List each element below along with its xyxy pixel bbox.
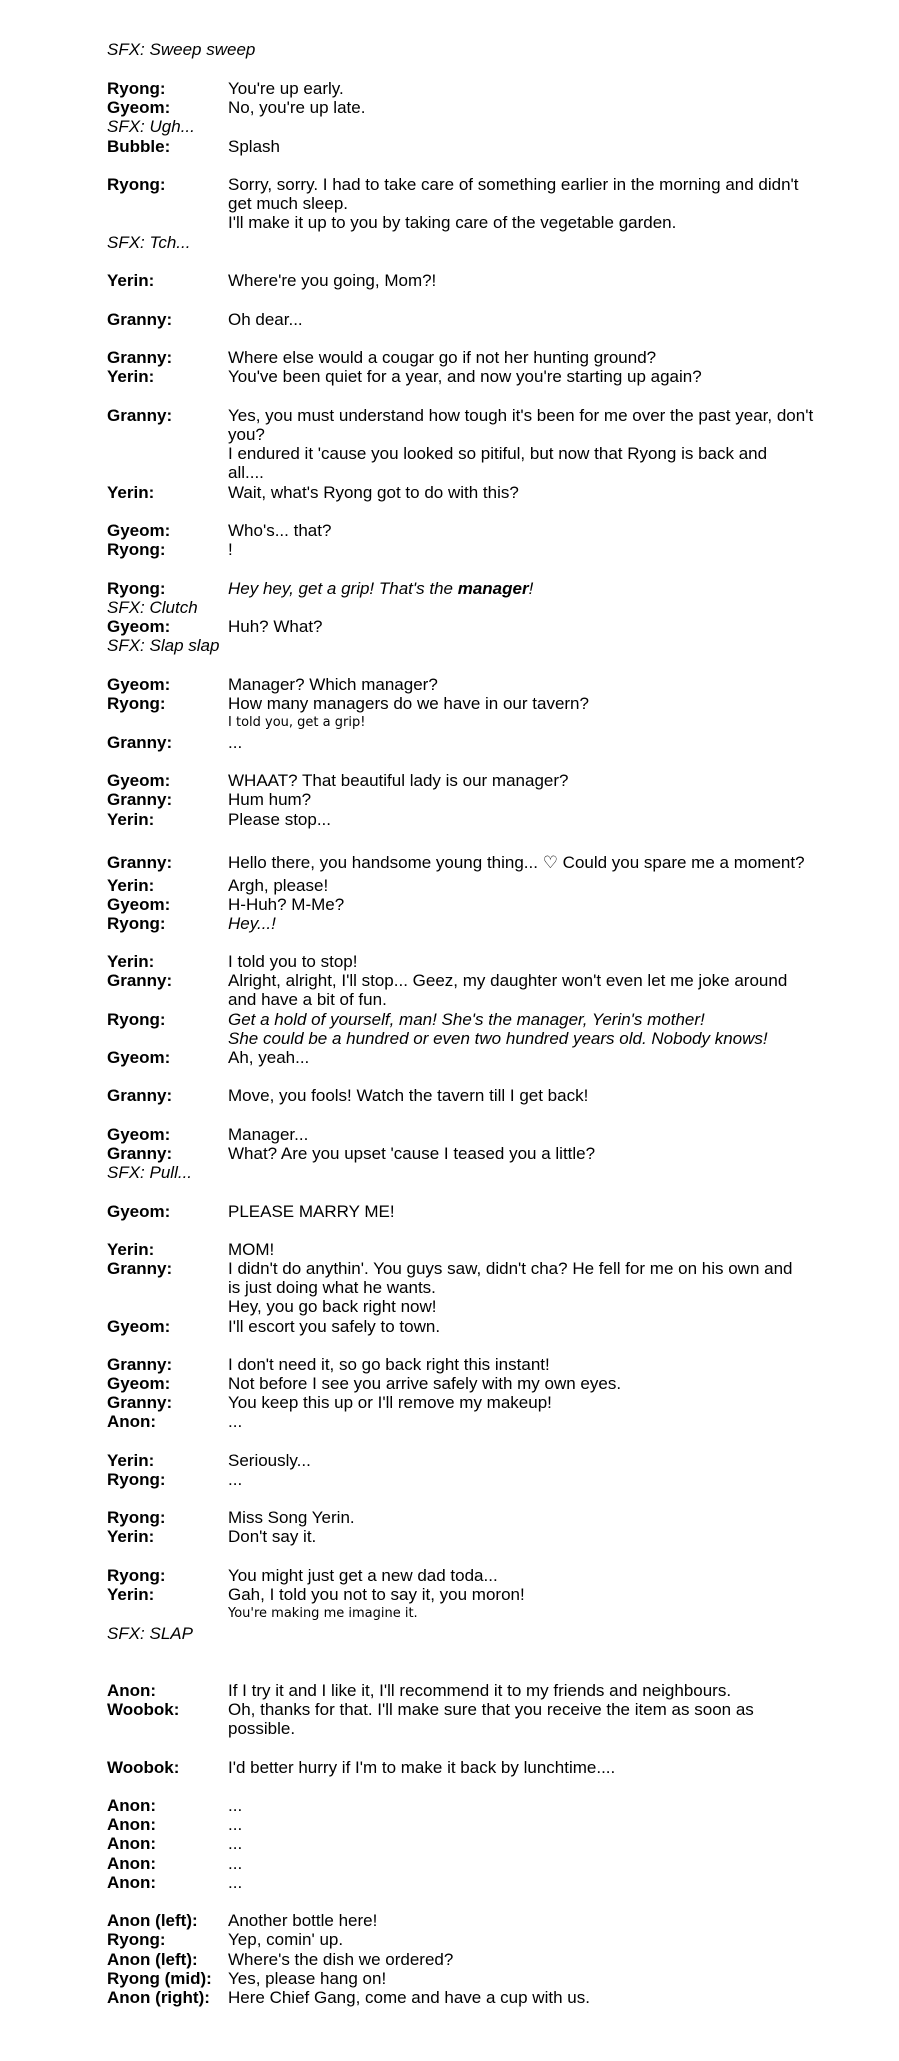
dialogue-text: I told you to stop! <box>228 952 358 971</box>
script-line <box>0 233 899 252</box>
dialogue-text: Miss Song Yerin. <box>228 1508 355 1527</box>
dialogue-text: I'll escort you safely to town. <box>228 1317 441 1336</box>
speaker-name: Granny: <box>107 1144 173 1163</box>
speaker-name: Yerin: <box>107 952 155 971</box>
speaker-name: Anon: <box>107 1412 157 1431</box>
speaker-name: Granny: <box>107 790 173 809</box>
speaker-name: Granny: <box>107 1086 173 1105</box>
dialogue-text: I don't need it, so go back right this instant! <box>228 1355 550 1374</box>
speaker-name: Anon (left): <box>107 1911 198 1930</box>
speaker-name: Ryong: <box>107 914 166 933</box>
script-line <box>0 1700 899 1719</box>
dialogue-text: I told you, get a grip! <box>228 715 366 730</box>
speaker-name: Gyeom: <box>107 1317 171 1336</box>
dialogue-text: you? <box>228 425 265 444</box>
script-line <box>0 1259 899 1278</box>
script-line <box>0 117 899 136</box>
dialogue-text: ... <box>228 1470 243 1489</box>
script-line <box>0 895 899 914</box>
sfx-label: SFX: Pull... <box>107 1163 193 1182</box>
script-line <box>0 98 899 117</box>
speaker-name: Ryong: <box>107 1010 166 1029</box>
script-line <box>0 540 899 559</box>
script-line <box>0 1297 899 1316</box>
speaker-name: Yerin: <box>107 483 155 502</box>
speaker-name: Gyeom: <box>107 98 171 117</box>
speaker-name: Granny: <box>107 733 173 752</box>
dialogue-text-part: ! <box>528 579 534 598</box>
script-line <box>0 1240 899 1259</box>
speaker-name: Gyeom: <box>107 771 171 790</box>
script-line <box>0 1317 899 1336</box>
script-line <box>0 521 899 540</box>
dialogue-text: possible. <box>228 1719 296 1738</box>
speaker-name: Yerin: <box>107 1527 155 1546</box>
dialogue-text: Who's... that? <box>228 521 332 540</box>
dialogue-text: Hey, you go back right now! <box>228 1297 437 1316</box>
dialogue-text: Please stop... <box>228 810 332 829</box>
dialogue-text: If I try it and I like it, I'll recommend it to my friends and neighbours. <box>228 1681 732 1700</box>
script-line <box>0 175 899 194</box>
dialogue-text: Manager? Which manager? <box>228 675 438 694</box>
dialogue-text: Gah, I told you not to say it, you moron! <box>228 1585 525 1604</box>
speaker-name: Woobok: <box>107 1758 180 1777</box>
script-line <box>0 213 899 232</box>
dialogue-text: Huh? What? <box>228 617 323 636</box>
script-line <box>0 271 899 290</box>
speaker-name: Anon (left): <box>107 1950 198 1969</box>
speaker-name: Bubble: <box>107 137 171 156</box>
script-line <box>0 348 899 367</box>
dialogue-text: MOM! <box>228 1240 275 1259</box>
script-line <box>0 1048 899 1067</box>
dialogue-text: I endured it 'cause you looked so pitiful, but now that Ryong is back and <box>228 444 768 463</box>
speaker-name: Granny: <box>107 853 173 872</box>
script-line <box>0 990 899 1009</box>
dialogue-text: Seriously... <box>228 1451 311 1470</box>
script-line <box>0 79 899 98</box>
dialogue-text: Hum hum? <box>228 790 312 809</box>
script-line <box>0 1163 899 1182</box>
dialogue-text: Yep, comin' up. <box>228 1930 344 1949</box>
speaker-name: Gyeom: <box>107 1048 171 1067</box>
dialogue-text: Splash <box>228 137 280 156</box>
script-line <box>0 876 899 895</box>
dialogue-text: Yes, you must understand how tough it's been for me over the past year, don't <box>228 406 814 425</box>
speaker-name: Ryong (mid): <box>107 1969 212 1988</box>
speaker-name: Anon: <box>107 1834 157 1853</box>
dialogue-text: Oh, thanks for that. I'll make sure that you receive the item as soon as <box>228 1700 754 1719</box>
speaker-name: Anon: <box>107 1815 157 1834</box>
dialogue-text <box>228 579 533 598</box>
sfx-label: SFX: SLAP <box>107 1624 193 1643</box>
speaker-name: Gyeom: <box>107 675 171 694</box>
script-line <box>0 1854 899 1873</box>
script-line <box>0 810 899 829</box>
script-line <box>0 1911 899 1930</box>
speaker-name: Ryong: <box>107 175 166 194</box>
script-line <box>0 425 899 444</box>
dialogue-text: Yes, please hang on! <box>228 1969 387 1988</box>
dialogue-text: Get a hold of yourself, man! She's the manager, Yerin's mother! <box>228 1010 705 1029</box>
dialogue-text: Where's the dish we ordered? <box>228 1950 454 1969</box>
dialogue-text: WHAAT? That beautiful lady is our manager? <box>228 771 569 790</box>
speaker-name: Yerin: <box>107 367 155 386</box>
dialogue-text: You're making me imagine it. <box>228 1606 418 1621</box>
script-line <box>0 1125 899 1144</box>
script-line <box>0 853 899 872</box>
script-line <box>0 1029 899 1048</box>
script-line <box>0 733 899 752</box>
speaker-name: Granny: <box>107 310 173 329</box>
script-line <box>0 598 899 617</box>
script-line <box>0 636 899 655</box>
dialogue-text: ... <box>228 1873 243 1892</box>
speaker-name: Gyeom: <box>107 1125 171 1144</box>
script-line <box>0 771 899 790</box>
script-line <box>0 1202 899 1221</box>
dialogue-text: Here Chief Gang, come and have a cup with us. <box>228 1988 590 2007</box>
script-line <box>0 194 899 213</box>
speaker-name: Anon: <box>107 1681 157 1700</box>
speaker-name: Anon: <box>107 1796 157 1815</box>
speaker-name: Ryong: <box>107 1508 166 1527</box>
script-line <box>0 579 899 598</box>
speaker-name: Gyeom: <box>107 1374 171 1393</box>
dialogue-text: I'd better hurry if I'm to make it back by lunchtime.... <box>228 1758 616 1777</box>
dialogue-text: Move, you fools! Watch the tavern till I get back! <box>228 1086 589 1105</box>
script-line <box>0 952 899 971</box>
script-line <box>0 1815 899 1834</box>
dialogue-text: H-Huh? M-Me? <box>228 895 345 914</box>
speaker-name: Ryong: <box>107 579 166 598</box>
dialogue-text: She could be a hundred or even two hundred years old. Nobody knows! <box>228 1029 768 1048</box>
dialogue-text: Don't say it. <box>228 1527 317 1546</box>
dialogue-text: Another bottle here! <box>228 1911 378 1930</box>
speaker-name: Gyeom: <box>107 1202 171 1221</box>
script-line <box>0 40 899 59</box>
script-line <box>0 1758 899 1777</box>
script-line <box>0 310 899 329</box>
speaker-name: Granny: <box>107 1355 173 1374</box>
speaker-name: Gyeom: <box>107 617 171 636</box>
speaker-name: Granny: <box>107 406 173 425</box>
script-line <box>0 1278 899 1297</box>
dialogue-text: Where're you going, Mom?! <box>228 271 437 290</box>
speaker-name: Granny: <box>107 1259 173 1278</box>
speaker-name: Granny: <box>107 1393 173 1412</box>
script-line <box>0 713 899 732</box>
script-line <box>0 1834 899 1853</box>
script-line <box>0 1873 899 1892</box>
speaker-name: Yerin: <box>107 1585 155 1604</box>
dialogue-text: Not before I see you arrive safely with my own eyes. <box>228 1374 622 1393</box>
script-line <box>0 1527 899 1546</box>
speaker-name: Woobok: <box>107 1700 180 1719</box>
script-line <box>0 406 899 425</box>
dialogue-text: You might just get a new dad toda... <box>228 1566 498 1585</box>
dialogue-text: Ah, yeah... <box>228 1048 310 1067</box>
dialogue-text: ... <box>228 1815 243 1834</box>
speaker-name: Gyeom: <box>107 895 171 914</box>
dialogue-text: Oh dear... <box>228 310 303 329</box>
script-line <box>0 1585 899 1604</box>
script-line <box>0 617 899 636</box>
dialogue-text: What? Are you upset 'cause I teased you a little? <box>228 1144 596 1163</box>
dialogue-text: ... <box>228 1834 243 1853</box>
sfx-label: SFX: Sweep sweep <box>107 40 256 59</box>
script-line <box>0 1796 899 1815</box>
script-line <box>0 790 899 809</box>
script-line <box>0 694 899 713</box>
script-line <box>0 1969 899 1988</box>
dialogue-text: ! <box>228 540 233 559</box>
dialogue-text: ... <box>228 1796 243 1815</box>
speaker-name: Ryong: <box>107 1566 166 1585</box>
script-line <box>0 971 899 990</box>
script-line <box>0 1374 899 1393</box>
script-line <box>0 444 899 463</box>
script-line <box>0 483 899 502</box>
script-line <box>0 914 899 933</box>
dialogue-text: ... <box>228 733 243 752</box>
script-line <box>0 1988 899 2007</box>
dialogue-text: How many managers do we have in our tavern? <box>228 694 589 713</box>
sfx-label: SFX: Clutch <box>107 598 198 617</box>
script-line <box>0 463 899 482</box>
dialogue-text: Sorry, sorry. I had to take care of something earlier in the morning and didn't <box>228 175 799 194</box>
script-line <box>0 1508 899 1527</box>
dialogue-text: and have a bit of fun. <box>228 990 387 1009</box>
dialogue-text: all.... <box>228 463 264 482</box>
dialogue-emphasis: manager <box>457 579 529 598</box>
sfx-label: SFX: Tch... <box>107 233 191 252</box>
dialogue-text: Alright, alright, I'll stop... Geez, my daughter won't even let me joke around <box>228 971 788 990</box>
script-line <box>0 1624 899 1643</box>
speaker-name: Yerin: <box>107 810 155 829</box>
dialogue-text: is just doing what he wants. <box>228 1278 436 1297</box>
script-line <box>0 1355 899 1374</box>
dialogue-text: ... <box>228 1412 243 1431</box>
speaker-name: Yerin: <box>107 876 155 895</box>
script-line <box>0 1950 899 1969</box>
dialogue-text: get much sleep. <box>228 194 349 213</box>
script-line <box>0 1451 899 1470</box>
dialogue-text: No, you're up late. <box>228 98 366 117</box>
speaker-name: Ryong: <box>107 1930 166 1949</box>
speaker-name: Anon (right): <box>107 1988 210 2007</box>
dialogue-text: You've been quiet for a year, and now you're starting up again? <box>228 367 702 386</box>
dialogue-text: Wait, what's Ryong got to do with this? <box>228 483 519 502</box>
script-line <box>0 1144 899 1163</box>
dialogue-text: Where else would a cougar go if not her hunting ground? <box>228 348 657 367</box>
speaker-name: Ryong: <box>107 79 166 98</box>
script-line <box>0 1604 899 1623</box>
sfx-label: SFX: Slap slap <box>107 636 220 655</box>
speaker-name: Granny: <box>107 971 173 990</box>
dialogue-text: Hello there, you handsome young thing... ♡ Could you spare me a moment? <box>228 853 805 872</box>
speaker-name: Ryong: <box>107 694 166 713</box>
speaker-name: Anon: <box>107 1854 157 1873</box>
script-line <box>0 1470 899 1489</box>
dialogue-text-part: Hey hey, get a grip! That's the <box>228 579 458 598</box>
script-line <box>0 1393 899 1412</box>
speaker-name: Gyeom: <box>107 521 171 540</box>
script-line <box>0 1719 899 1738</box>
speaker-name: Anon: <box>107 1873 157 1892</box>
script-line <box>0 1412 899 1431</box>
speaker-name: Granny: <box>107 348 173 367</box>
script-line <box>0 137 899 156</box>
script-line <box>0 1681 899 1700</box>
speaker-name: Ryong: <box>107 540 166 559</box>
dialogue-text: You keep this up or I'll remove my makeup! <box>228 1393 552 1412</box>
dialogue-text: ... <box>228 1854 243 1873</box>
speaker-name: Yerin: <box>107 271 155 290</box>
dialogue-text: Argh, please! <box>228 876 329 895</box>
script-line <box>0 1930 899 1949</box>
speaker-name: Yerin: <box>107 1240 155 1259</box>
speaker-name: Ryong: <box>107 1470 166 1489</box>
speaker-name: Yerin: <box>107 1451 155 1470</box>
script-line <box>0 675 899 694</box>
script-line <box>0 1566 899 1585</box>
dialogue-text: Manager... <box>228 1125 309 1144</box>
dialogue-text: PLEASE MARRY ME! <box>228 1202 395 1221</box>
dialogue-text: I'll make it up to you by taking care of the vegetable garden. <box>228 213 677 232</box>
script-line <box>0 1010 899 1029</box>
dialogue-text: I didn't do anythin'. You guys saw, didn't cha? He fell for me on his own and <box>228 1259 793 1278</box>
script-line <box>0 1086 899 1105</box>
script-line <box>0 367 899 386</box>
dialogue-text: You're up early. <box>228 79 344 98</box>
sfx-label: SFX: Ugh... <box>107 117 195 136</box>
dialogue-text: Hey...! <box>228 914 276 933</box>
